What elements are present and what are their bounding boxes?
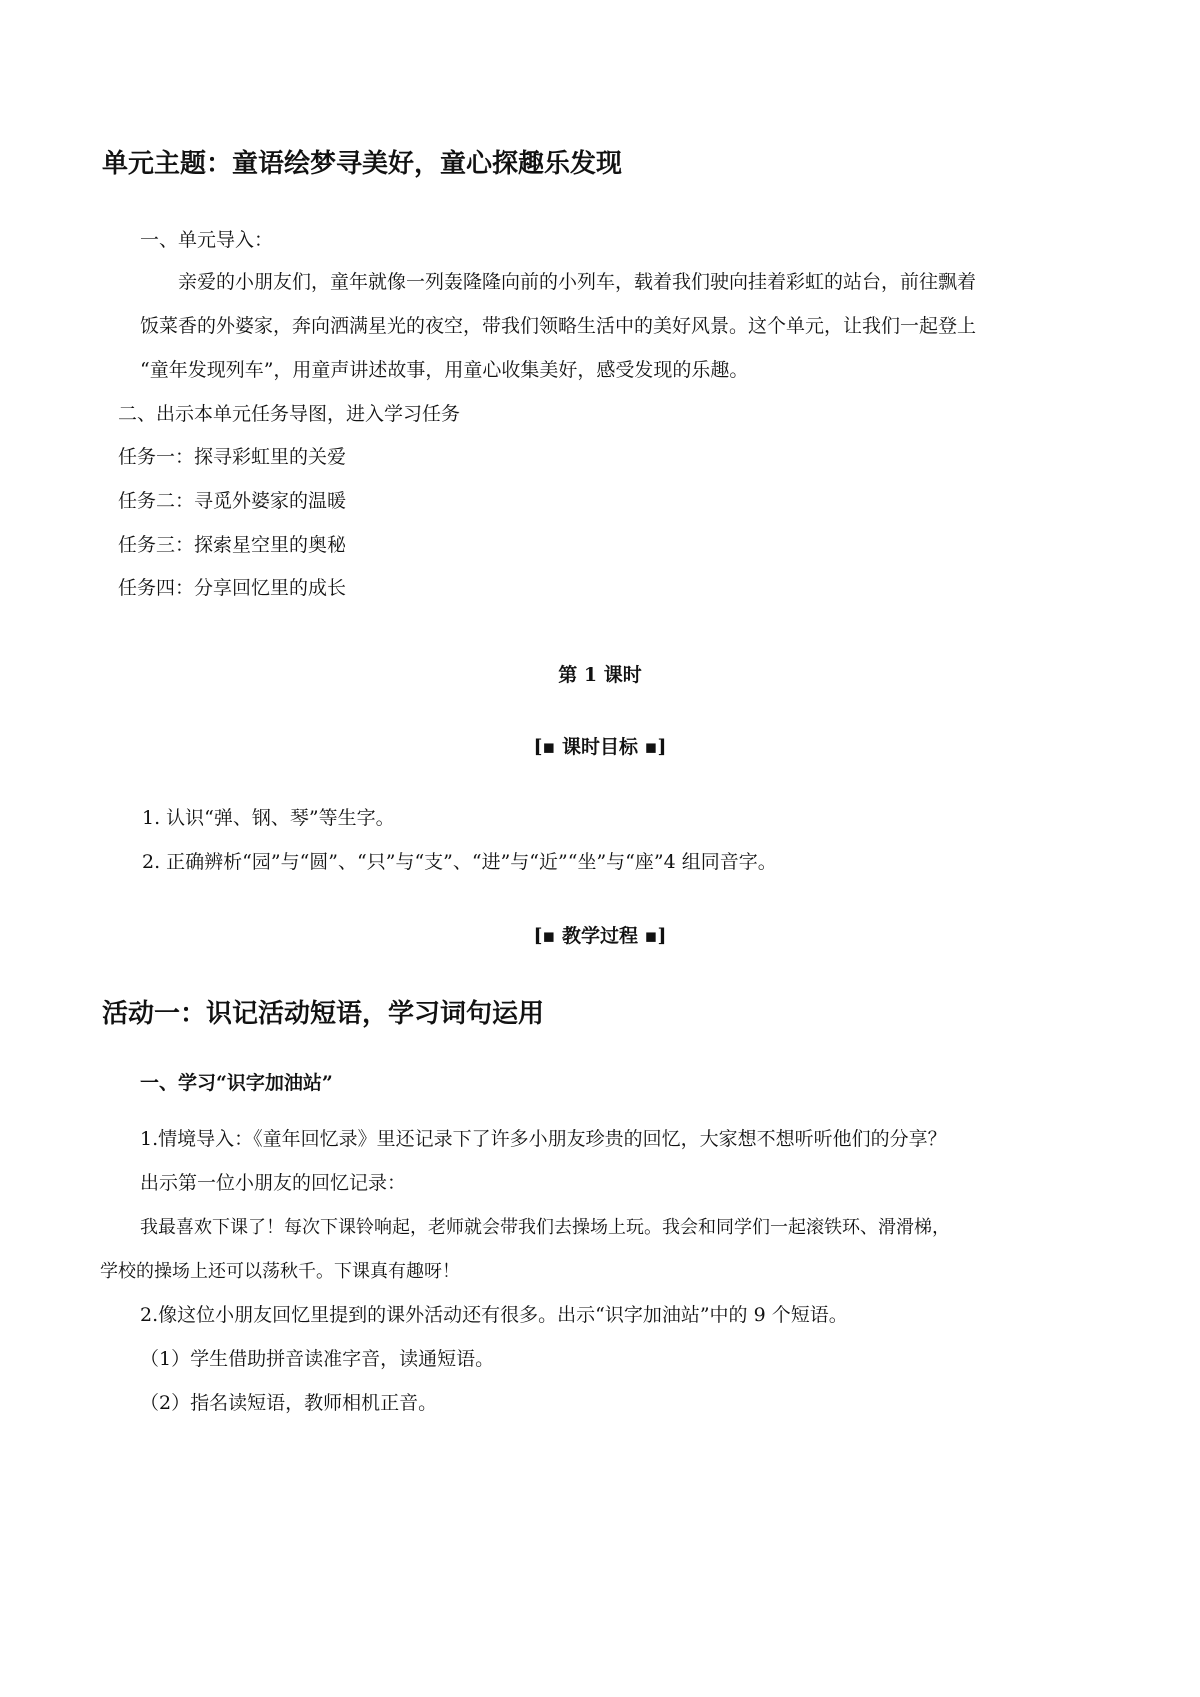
unit-title: 单元主题：童语绘梦寻美好，童心探趣乐发现 xyxy=(102,149,623,179)
task-item: 任务三：探索星空里的奥秘 xyxy=(118,534,347,556)
intro-paragraph-line: “童年发现列车”，用童声讲述故事，用童心收集美好，感受发现的乐趣。 xyxy=(140,359,749,381)
intro-heading: 一、单元导入： xyxy=(140,229,274,251)
sub-step: （1）学生借助拼音读准字音，读通短语。 xyxy=(140,1348,495,1370)
process-heading: [▪ 教学过程 ▪] xyxy=(533,925,667,947)
task-item: 任务二：寻觅外婆家的温暖 xyxy=(118,490,347,512)
step-1: 1.情境导入：《童年回忆录》里还记录下了许多小朋友珍贵的回忆，大家想不想听听他们的分享？ xyxy=(140,1128,947,1150)
intro-paragraph-line: 饭菜香的外婆家，奔向洒满星光的夜空，带我们领略生活中的美好风景。这个单元，让我们一起登上 xyxy=(140,315,977,337)
goal-item: 1. 认识“弹、钢、琴”等生字。 xyxy=(142,807,395,829)
step-2: 2.像这位小朋友回忆里提到的课外活动还有很多。出示“识字加油站”中的 9 个短语。 xyxy=(140,1304,848,1326)
task-item: 任务一：探寻彩虹里的关爱 xyxy=(118,446,347,468)
goals-heading: [▪ 课时目标 ▪] xyxy=(533,736,667,758)
task-item: 任务四：分享回忆里的成长 xyxy=(118,577,347,599)
sub-step: （2）指名读短语，教师相机正音。 xyxy=(140,1392,438,1414)
activity-title: 活动一：识记活动短语，学习词句运用 xyxy=(102,999,545,1029)
show-record-text: 出示第一位小朋友的回忆记录： xyxy=(140,1172,407,1194)
intro-paragraph-line: 亲爱的小朋友们，童年就像一列轰隆隆向前的小列车，载着我们驶向挂着彩虹的站台，前往飘着 xyxy=(178,271,977,293)
tasks-heading: 二、出示本单元任务导图，进入学习任务 xyxy=(118,403,461,425)
quote-line: 我最喜欢下课了！每次下课铃响起，老师就会带我们去操场上玩。我会和同学们一起滚铁环、滑滑梯， xyxy=(140,1217,950,1238)
quote-line: 学校的操场上还可以荡秋千。下课真有趣呀！ xyxy=(100,1261,460,1282)
activity-sub-heading: 一、学习“识字加油站” xyxy=(140,1072,333,1094)
lesson-title: 第 1 课时 xyxy=(558,664,642,686)
goal-item: 2. 正确辨析“园”与“圆”、“只”与“支”、“进”与“近”“坐”与“座”4 组同音字。 xyxy=(142,851,777,873)
